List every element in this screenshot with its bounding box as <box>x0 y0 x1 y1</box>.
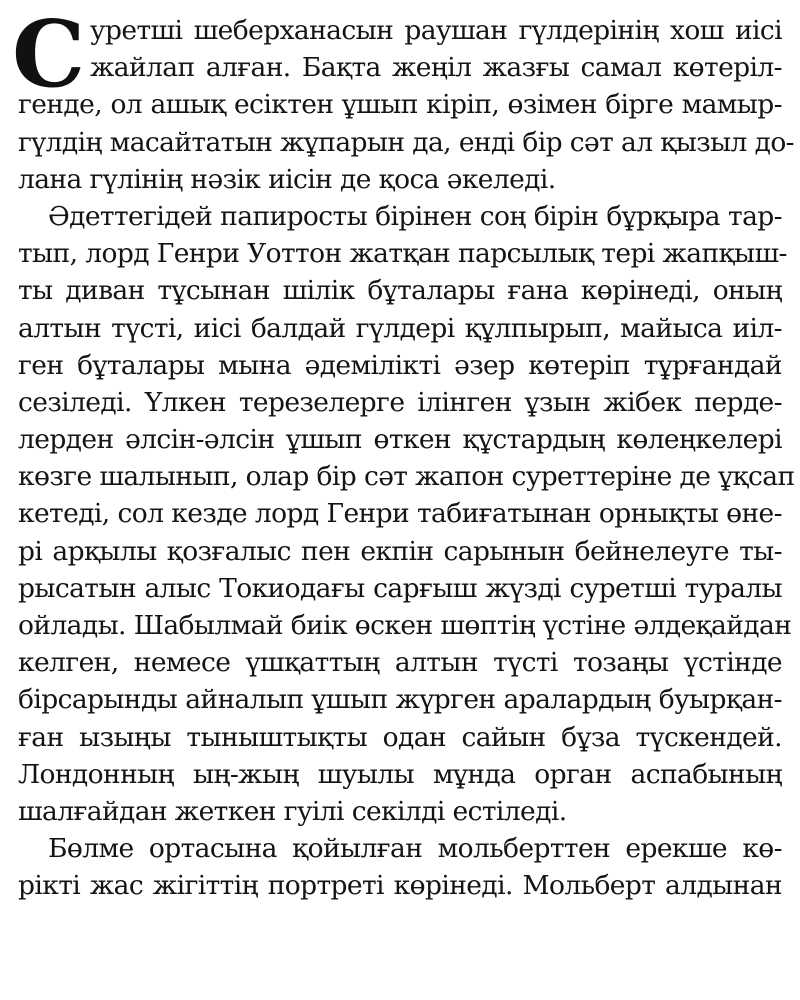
text-line: Лондонның ың-жың шуылы мұнда орган аспабының <box>18 758 782 790</box>
text-line: ған ызыңы тыныштықты одан сайын бұза түскендей. <box>18 721 782 753</box>
text-line: ген бұталары мына әдемілікті әзер көтеріп тұрғандай <box>18 349 782 381</box>
top-margin <box>18 0 782 12</box>
paragraph-2 <box>18 198 795 830</box>
text-line: лерден әлсін-әлсін ұшып өткен құстардың көлеңкелері <box>18 424 782 456</box>
text-line: келген, немесе үшқаттың алтын түсті тозаңы үстінде <box>18 647 782 679</box>
text-line: бірсарынды айналып ұшып жүрген аралардың буырқан- <box>18 684 782 716</box>
paragraph-3 <box>18 830 782 904</box>
text-line: гүлдің масайтатын жұпарын да, енді бір сәт ал қызыл до- <box>18 126 795 158</box>
text-line: алтын түсті, иісі балдай гүлдері құлпырып, майыса иіл- <box>18 312 782 344</box>
text-line: генде, ол ашық есіктен ұшып кіріп, өзімен бірге мамыр- <box>18 89 782 121</box>
text-line: рікті жас жігіттің портреті көрінеді. Мольберт алдынан <box>18 870 782 902</box>
paragraph-1 <box>12 0 795 198</box>
text-line: Бөлме ортасына қойылған мольберттен ерекше кө- <box>48 833 782 865</box>
text-line: ойлады. Шабылмай биік өскен шөптің үстіне әлдеқайдан <box>18 610 792 641</box>
text-line: шалғайдан жеткен гуілі секілді естіледі. <box>18 795 567 827</box>
text-line: рысатын алыс Токиодағы сарғыш жүзді суретші туралы <box>18 572 782 604</box>
text-line: рі арқылы қозғалыс пен екпін сарынын бейнелеуге ты- <box>18 535 782 567</box>
text-line: тып, лорд Генри Уоттон жатқан парсылық тері жапқыш- <box>18 238 787 270</box>
text-line: лана гүлінің нәзік иісін де қоса әкеледі. <box>18 163 556 195</box>
text-line: кетеді, сол кезде лорд Генри табиғатынан орнықты өне- <box>18 498 782 530</box>
text-line: ты диван тұсынан шілік бұталары ғана көрінеді, оның <box>18 275 782 307</box>
text-line: уретші шеберханасын раушан гүлдерінің хош иісі <box>90 15 782 46</box>
text-line: көзге шалынып, олар бір сәт жапон суреттеріне де ұқсап <box>18 461 795 493</box>
text-line: Әдеттегідей папиросты бірінен соң бірін бұрқыра тар- <box>48 200 782 232</box>
text-line: жайлап алған. Бақта жеңіл жазғы самал көтеріл- <box>90 52 782 84</box>
drop-cap: С <box>12 0 86 108</box>
book-page <box>12 0 795 1000</box>
text-line: сезіледі. Үлкен терезелерге ілінген ұзын жібек перде- <box>18 386 782 418</box>
